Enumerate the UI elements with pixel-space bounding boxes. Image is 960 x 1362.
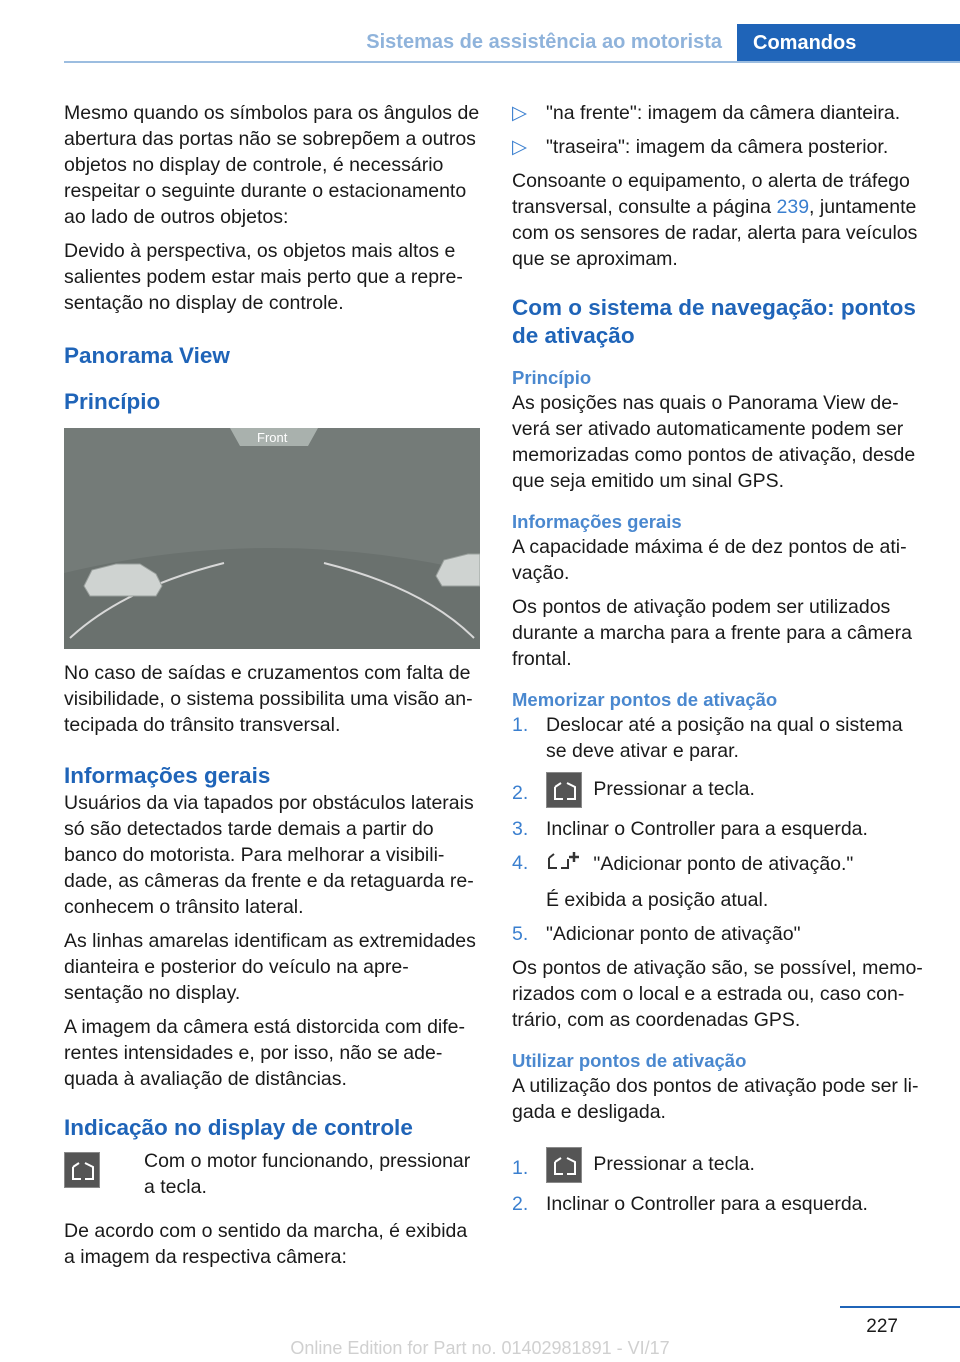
heading-principio: Princípio bbox=[512, 367, 592, 388]
paragraph: A capacidade máxima é de dez pontos de ativação. bbox=[512, 536, 907, 584]
list-item-text: "na frente": imagem da câmera dianteira. bbox=[546, 102, 901, 124]
paragraph: Usuários da via tapados por obstáculos laterais só são detectados tarde demais a partir do banco do motorista. Para melhorar a visibilidade, as câmeras da frente e da retaguarda reconhecem o trânsito lateral. bbox=[64, 792, 474, 918]
left-column bbox=[64, 100, 480, 416]
paragraph: Devido à perspectiva, os objetos mais altos e salientes podem estar mais perto que a representação no display de controle. bbox=[64, 240, 463, 314]
page-link[interactable]: 239 bbox=[776, 196, 810, 218]
step-subtext: É exibida a posição atual. bbox=[546, 889, 769, 911]
camera-image-illustration bbox=[64, 428, 480, 649]
step-number: 5. bbox=[512, 923, 529, 945]
add-activation-point-icon bbox=[546, 850, 582, 879]
list-item bbox=[512, 850, 928, 913]
list-item bbox=[512, 134, 928, 160]
page-number: 227 bbox=[866, 1316, 898, 1337]
paragraph: De acordo com o sentido da marcha, é exibida a imagem da respectiva câmera: bbox=[64, 1220, 468, 1268]
step-number: 1. bbox=[512, 714, 529, 736]
paragraph: As posições nas quais o Panorama View deverá ser ativado automaticamente podem ser memorizadas como pontos de ativação, desde que seja emitido um sinal GPS. bbox=[512, 392, 916, 492]
paragraph: Os pontos de ativação podem ser utilizados durante a marcha para a frente para a câmera frontal. bbox=[512, 596, 912, 670]
footer-edition: Online Edition for Part no. 01402981891 - VI/17 bbox=[290, 1338, 670, 1358]
triangle-bullet-icon: ▷ bbox=[512, 102, 527, 124]
paragraph: Com o motor funcionando, pressionar a tecla. bbox=[144, 1150, 471, 1198]
list-item-text: "traseira": imagem da câmera posterior. bbox=[546, 136, 889, 158]
header-section-title: Sistemas de assistência ao motorista bbox=[366, 31, 722, 53]
step-number: 4. bbox=[512, 852, 529, 874]
step-text: Inclinar o Controller para a esquerda. bbox=[546, 818, 868, 840]
step-number: 2. bbox=[512, 782, 529, 804]
list-item bbox=[512, 816, 928, 842]
step-number: 3. bbox=[512, 818, 529, 840]
list-item bbox=[512, 100, 928, 126]
text: Consoante o equipamento, o alerta de tráfego transversal, consulte a página bbox=[512, 170, 910, 218]
header-chapter-tab: Comandos bbox=[737, 24, 960, 63]
paragraph: Os pontos de ativação são, se possível, memorizados com o local e a estrada ou, caso contrário, com as coordenadas GPS. bbox=[512, 957, 923, 1031]
paragraph bbox=[512, 168, 928, 272]
paragraph: As linhas amarelas identificam as extremidades dianteira e posterior do veículo na apresentação no display. bbox=[64, 930, 476, 1004]
list-item bbox=[512, 921, 928, 947]
heading-panorama-view: Panorama View bbox=[64, 343, 230, 368]
heading-principio: Princípio bbox=[64, 389, 161, 414]
footer-rule bbox=[840, 1306, 960, 1308]
heading-navegacao: Com o sistema de navegação: pontos de ativação bbox=[512, 295, 916, 348]
step-text: Pressionar a tecla. bbox=[593, 1153, 755, 1176]
step-text: "Adicionar ponto de ativação" bbox=[546, 923, 801, 945]
front-label: Front bbox=[257, 430, 288, 445]
list-item bbox=[512, 712, 928, 764]
step-number: 2. bbox=[512, 1193, 529, 1215]
list-item bbox=[512, 1147, 928, 1183]
list-item bbox=[512, 772, 928, 808]
paragraph: A imagem da câmera está distorcida com diferentes intensidades e, por isso, não se adequada à avaliação de distâncias. bbox=[64, 1016, 466, 1090]
camera-button-icon bbox=[64, 1152, 100, 1188]
heading-informacoes-gerais: Informações gerais bbox=[512, 511, 682, 532]
step-text: "Adicionar ponto de ativação." bbox=[593, 852, 854, 875]
triangle-bullet-icon: ▷ bbox=[512, 136, 527, 158]
step-text: Inclinar o Controller para a esquerda. bbox=[546, 1193, 868, 1215]
camera-button-icon bbox=[546, 1147, 582, 1183]
left-column-lower bbox=[64, 660, 480, 1278]
heading-utilizar: Utilizar pontos de ativação bbox=[512, 1050, 747, 1071]
paragraph: A utilização dos pontos de ativação pode ser ligada e desligada. bbox=[512, 1075, 919, 1123]
step-number: 1. bbox=[512, 1157, 529, 1179]
header-rule bbox=[64, 61, 960, 63]
text: , juntamente com os sensores de radar, alerta para veículos que se aproximam. bbox=[512, 196, 918, 270]
button-instruction bbox=[64, 1148, 480, 1202]
heading-indicacao-display: Indicação no display de controle bbox=[64, 1115, 413, 1140]
paragraph: No caso de saídas e cruzamentos com falta de visibilidade, o sistema possibilita uma visão antecipada do trânsito transversal. bbox=[64, 662, 473, 736]
step-text: Deslocar até a posição na qual o sistema se deve ativar e parar. bbox=[546, 714, 903, 762]
camera-button-icon bbox=[546, 772, 582, 808]
panorama-view-figure bbox=[64, 428, 480, 649]
heading-informacoes-gerais: Informações gerais bbox=[64, 763, 271, 788]
list-item bbox=[512, 1191, 928, 1217]
step-text: Pressionar a tecla. bbox=[593, 778, 755, 801]
heading-memorizar: Memorizar pontos de ativação bbox=[512, 689, 778, 710]
right-column bbox=[512, 100, 928, 1225]
paragraph: Mesmo quando os símbolos para os ângulos de abertura das portas não se sobrepõem a outros objetos no display de controle, é necessário respeitar o seguinte durante o estacionamento ao lado de outros objetos: bbox=[64, 102, 480, 228]
